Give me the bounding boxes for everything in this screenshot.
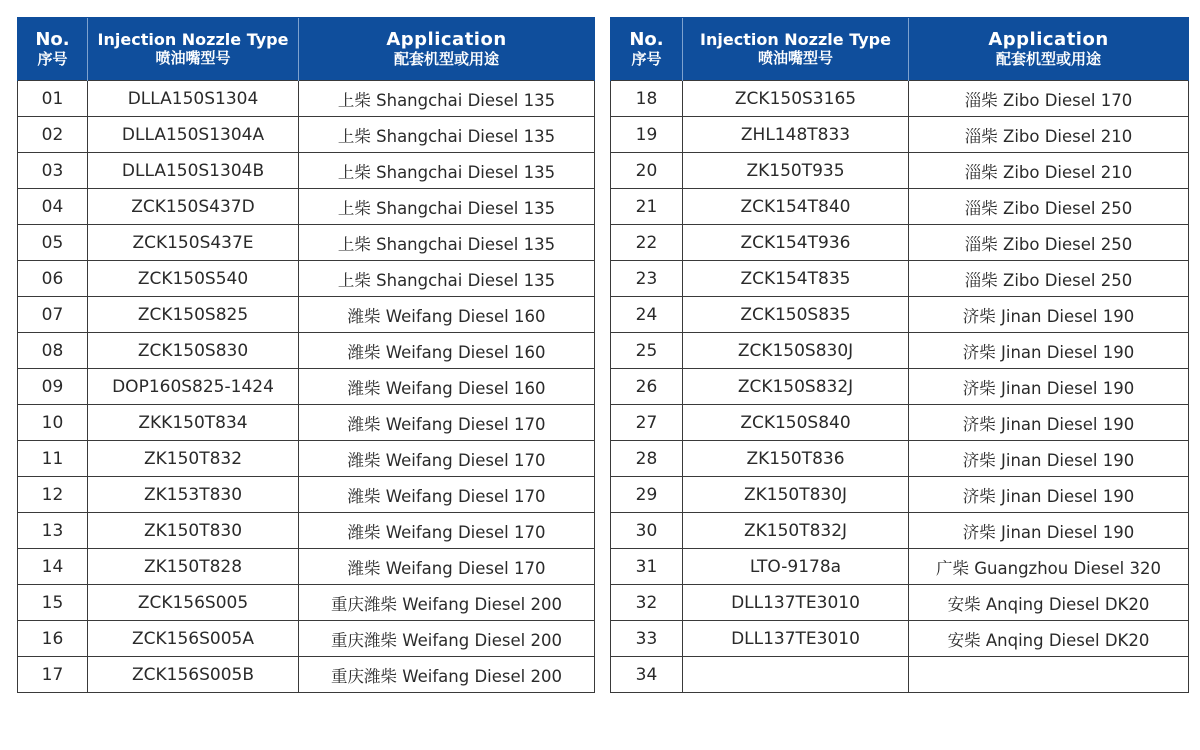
row-number: 25	[611, 333, 683, 369]
row-number: 13	[18, 513, 88, 549]
header-no	[611, 18, 683, 81]
nozzle-type-cell: DLLA150S1304	[88, 81, 299, 117]
table-row	[18, 405, 595, 441]
application-cell: 上柴 Shangchai Diesel 135	[299, 117, 595, 153]
application-cell: 安柴 Anqing Diesel DK20	[909, 621, 1189, 657]
application-cell: 潍柴 Weifang Diesel 170	[299, 405, 595, 441]
nozzle-type-cell: ZK153T830	[88, 477, 299, 513]
nozzle-type-cell: ZHL148T833	[683, 117, 909, 153]
application-cell: 重庆潍柴 Weifang Diesel 200	[299, 621, 595, 657]
table-row	[611, 405, 1189, 441]
table-row	[611, 81, 1189, 117]
row-number: 04	[18, 189, 88, 225]
header-application	[299, 18, 595, 81]
header-app-en: Application	[988, 29, 1109, 51]
nozzle-type-cell: ZCK156S005	[88, 585, 299, 621]
nozzle-type-cell: ZCK154T835	[683, 261, 909, 297]
table-row	[611, 189, 1189, 225]
nozzle-table-left	[17, 17, 595, 693]
table-row	[18, 549, 595, 585]
nozzle-table-right	[610, 17, 1189, 693]
row-number: 23	[611, 261, 683, 297]
header-row	[18, 18, 595, 81]
application-cell: 淄柴 Zibo Diesel 170	[909, 81, 1189, 117]
table-row	[611, 585, 1189, 621]
header-app-zh: 配套机型或用途	[393, 49, 499, 68]
table-row	[18, 477, 595, 513]
nozzle-type-cell: ZK150T832J	[683, 513, 909, 549]
nozzle-type-cell: ZCK150S830J	[683, 333, 909, 369]
table-row	[611, 297, 1189, 333]
application-cell: 潍柴 Weifang Diesel 170	[299, 441, 595, 477]
application-cell: 济柴 Jinan Diesel 190	[909, 405, 1189, 441]
nozzle-type-cell: ZCK154T840	[683, 189, 909, 225]
application-cell: 重庆潍柴 Weifang Diesel 200	[299, 657, 595, 693]
row-number: 21	[611, 189, 683, 225]
table-row	[611, 621, 1189, 657]
table-row	[611, 117, 1189, 153]
table-row	[611, 513, 1189, 549]
table-row	[611, 549, 1189, 585]
application-cell: 济柴 Jinan Diesel 190	[909, 297, 1189, 333]
table-row	[18, 585, 595, 621]
header-app-zh: 配套机型或用途	[995, 49, 1101, 68]
row-number: 03	[18, 153, 88, 189]
nozzle-type-cell: ZCK150S540	[88, 261, 299, 297]
application-cell: 安柴 Anqing Diesel DK20	[909, 585, 1189, 621]
table-row	[18, 153, 595, 189]
row-number: 14	[18, 549, 88, 585]
row-number: 10	[18, 405, 88, 441]
row-number: 11	[18, 441, 88, 477]
application-cell: 淄柴 Zibo Diesel 250	[909, 225, 1189, 261]
nozzle-type-cell: LTO-9178a	[683, 549, 909, 585]
row-number: 06	[18, 261, 88, 297]
table-row	[18, 657, 595, 693]
row-number: 19	[611, 117, 683, 153]
nozzle-type-cell: DOP160S825-1424	[88, 369, 299, 405]
header-no-zh: 序号	[631, 49, 662, 68]
nozzle-type-cell: ZK150T828	[88, 549, 299, 585]
table-row	[611, 369, 1189, 405]
application-cell: 上柴 Shangchai Diesel 135	[299, 225, 595, 261]
row-number: 09	[18, 369, 88, 405]
header-row	[611, 18, 1189, 81]
header-no-en: No.	[629, 29, 664, 51]
nozzle-type-cell: ZCK150S825	[88, 297, 299, 333]
nozzle-type-cell: DLL137TE3010	[683, 621, 909, 657]
header-application	[909, 18, 1189, 81]
header-no-en: No.	[35, 29, 70, 51]
application-cell: 淄柴 Zibo Diesel 210	[909, 153, 1189, 189]
nozzle-type-cell: ZKK150T834	[88, 405, 299, 441]
application-cell: 潍柴 Weifang Diesel 160	[299, 369, 595, 405]
row-number: 12	[18, 477, 88, 513]
nozzle-type-cell: ZCK150S840	[683, 405, 909, 441]
header-type-zh: 喷油嘴型号	[155, 48, 231, 67]
row-number: 07	[18, 297, 88, 333]
nozzle-type-cell: ZK150T836	[683, 441, 909, 477]
row-number: 15	[18, 585, 88, 621]
header-type	[88, 18, 299, 81]
application-cell: 广柴 Guangzhou Diesel 320	[909, 549, 1189, 585]
nozzle-type-cell: DLL137TE3010	[683, 585, 909, 621]
row-number: 20	[611, 153, 683, 189]
header-type-en: Injection Nozzle Type	[700, 30, 891, 50]
application-cell: 上柴 Shangchai Diesel 135	[299, 81, 595, 117]
nozzle-type-cell: ZCK154T936	[683, 225, 909, 261]
table-row	[18, 297, 595, 333]
header-type-zh: 喷油嘴型号	[757, 48, 833, 67]
application-cell: 济柴 Jinan Diesel 190	[909, 513, 1189, 549]
table-row	[18, 441, 595, 477]
row-number: 28	[611, 441, 683, 477]
header-no	[18, 18, 88, 81]
row-number: 31	[611, 549, 683, 585]
nozzle-type-cell: ZCK156S005A	[88, 621, 299, 657]
table-row	[18, 513, 595, 549]
row-number: 16	[18, 621, 88, 657]
table-body-right	[611, 81, 1189, 693]
application-cell: 重庆潍柴 Weifang Diesel 200	[299, 585, 595, 621]
row-number: 29	[611, 477, 683, 513]
table-row	[611, 477, 1189, 513]
application-cell: 济柴 Jinan Diesel 190	[909, 441, 1189, 477]
table-row	[18, 333, 595, 369]
table-row	[18, 81, 595, 117]
table-row	[611, 261, 1189, 297]
row-number: 24	[611, 297, 683, 333]
nozzle-type-cell: ZCK150S830	[88, 333, 299, 369]
application-cell: 潍柴 Weifang Diesel 170	[299, 549, 595, 585]
nozzle-type-cell: DLLA150S1304A	[88, 117, 299, 153]
application-cell: 潍柴 Weifang Diesel 160	[299, 297, 595, 333]
table-row	[611, 441, 1189, 477]
nozzle-type-cell: ZK150T830	[88, 513, 299, 549]
application-cell: 淄柴 Zibo Diesel 250	[909, 189, 1189, 225]
row-number: 33	[611, 621, 683, 657]
nozzle-type-cell: ZCK150S835	[683, 297, 909, 333]
nozzle-type-cell: DLLA150S1304B	[88, 153, 299, 189]
application-cell: 济柴 Jinan Diesel 190	[909, 477, 1189, 513]
table-row	[611, 225, 1189, 261]
application-cell: 济柴 Jinan Diesel 190	[909, 333, 1189, 369]
row-number: 08	[18, 333, 88, 369]
header-type	[683, 18, 909, 81]
application-cell: 上柴 Shangchai Diesel 135	[299, 261, 595, 297]
application-cell: 潍柴 Weifang Diesel 170	[299, 513, 595, 549]
header-no-zh: 序号	[37, 49, 68, 68]
nozzle-type-cell: ZCK150S437D	[88, 189, 299, 225]
nozzle-type-cell: ZK150T832	[88, 441, 299, 477]
application-cell: 潍柴 Weifang Diesel 160	[299, 333, 595, 369]
row-number: 01	[18, 81, 88, 117]
nozzle-type-cell: ZCK156S005B	[88, 657, 299, 693]
row-number: 26	[611, 369, 683, 405]
row-number: 32	[611, 585, 683, 621]
table-row	[18, 225, 595, 261]
row-number: 02	[18, 117, 88, 153]
application-cell: 淄柴 Zibo Diesel 250	[909, 261, 1189, 297]
nozzle-type-cell: ZK150T830J	[683, 477, 909, 513]
row-number: 30	[611, 513, 683, 549]
table-row	[18, 261, 595, 297]
application-cell: 淄柴 Zibo Diesel 210	[909, 117, 1189, 153]
row-number: 27	[611, 405, 683, 441]
table-row	[611, 657, 1189, 693]
application-cell: 潍柴 Weifang Diesel 170	[299, 477, 595, 513]
application-cell: 上柴 Shangchai Diesel 135	[299, 153, 595, 189]
row-number: 34	[611, 657, 683, 693]
nozzle-type-cell	[683, 657, 909, 693]
application-cell: 济柴 Jinan Diesel 190	[909, 369, 1189, 405]
table-row	[18, 369, 595, 405]
application-cell	[909, 657, 1189, 693]
table-row	[18, 621, 595, 657]
table-row	[611, 153, 1189, 189]
row-number: 17	[18, 657, 88, 693]
header-app-en: Application	[386, 29, 507, 51]
nozzle-type-cell: ZCK150S3165	[683, 81, 909, 117]
nozzle-type-cell: ZK150T935	[683, 153, 909, 189]
table-body-left	[18, 81, 595, 693]
table-row	[611, 333, 1189, 369]
table-row	[18, 117, 595, 153]
row-number: 18	[611, 81, 683, 117]
application-cell: 上柴 Shangchai Diesel 135	[299, 189, 595, 225]
row-number: 22	[611, 225, 683, 261]
header-type-en: Injection Nozzle Type	[97, 30, 289, 50]
table-row	[18, 189, 595, 225]
nozzle-type-cell: ZCK150S437E	[88, 225, 299, 261]
nozzle-type-cell: ZCK150S832J	[683, 369, 909, 405]
row-number: 05	[18, 225, 88, 261]
